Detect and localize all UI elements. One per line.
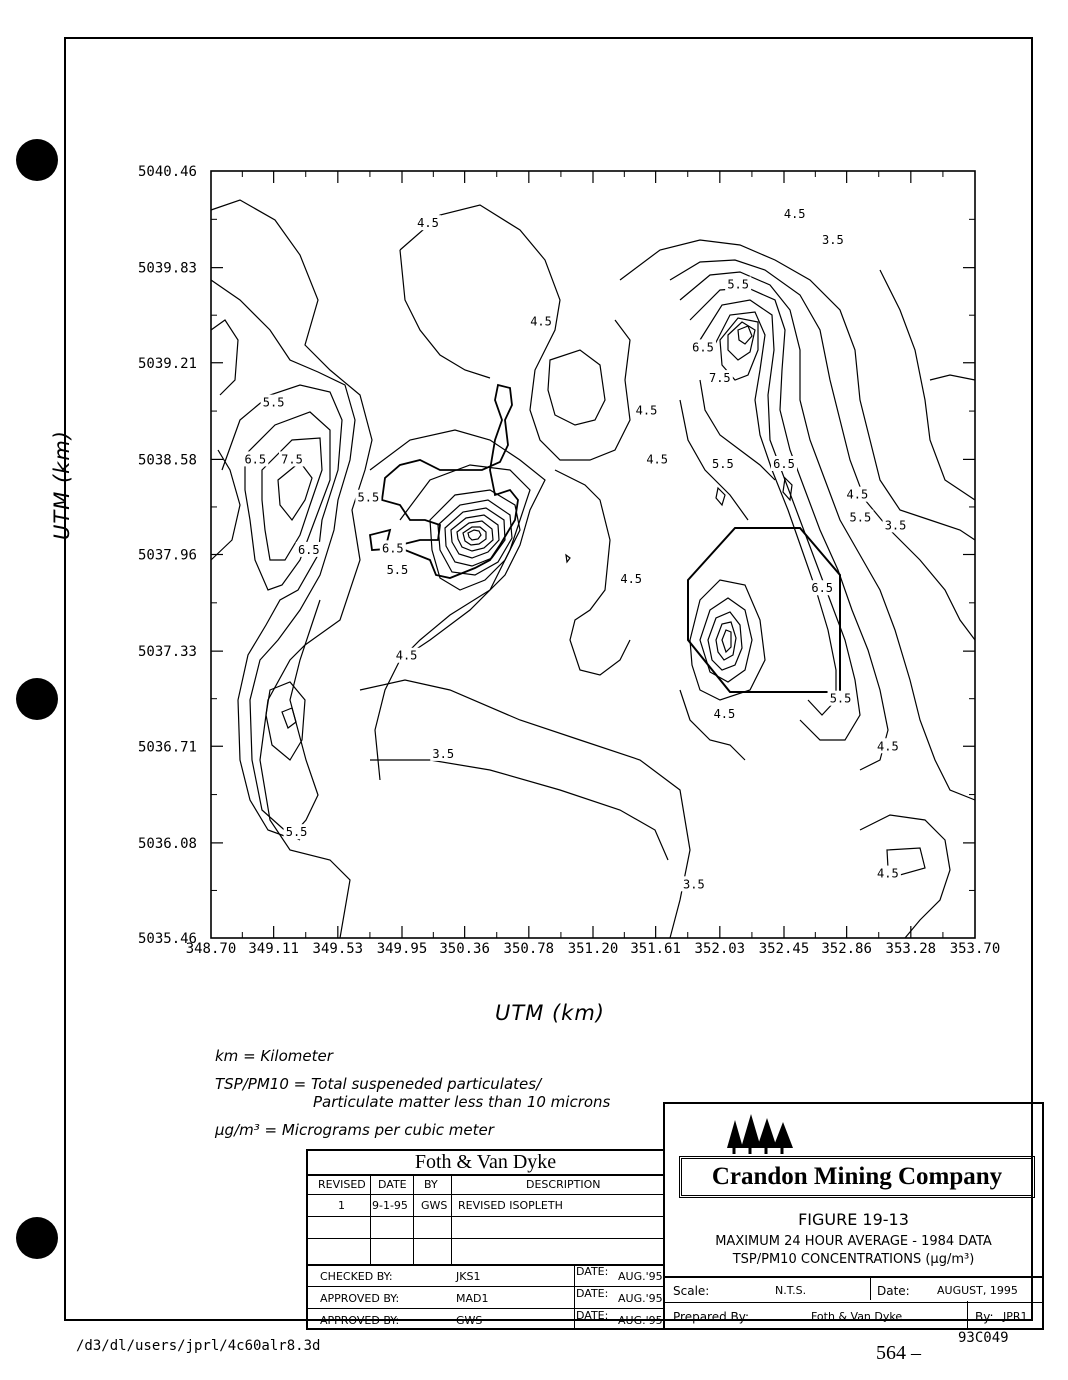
approved-date-label-2: DATE: (576, 1309, 609, 1322)
contour-line (566, 555, 570, 562)
by-label: By: (975, 1310, 994, 1324)
contour-line (370, 430, 545, 780)
y-tick-label: 5038.58 (137, 452, 197, 469)
y-tick-label: 5035.46 (137, 931, 197, 947)
contour-line (738, 326, 752, 344)
contour-label: 5.5 (727, 277, 750, 292)
x-tick-label: 348.70 (185, 941, 237, 957)
contour-line (370, 760, 668, 860)
x-tick-label: 352.03 (694, 941, 746, 957)
x-tick-label: 349.95 (376, 941, 428, 957)
revision-cell: REVISED ISOPLETH (458, 1199, 563, 1212)
file-path: /d3/dl/users/jprl/4c60alr8.3d (76, 1338, 321, 1354)
checked-date-label: DATE: (576, 1265, 609, 1278)
note-tsp-1: TSP/PM10 = Total suspeneded particulates/ (215, 1075, 542, 1093)
contour-line (360, 680, 690, 938)
scale-label: Scale: (673, 1284, 710, 1298)
approved-date-label-1: DATE: (576, 1287, 609, 1300)
revision-header: DATE (378, 1178, 407, 1191)
contour-label: 4.5 (846, 487, 869, 502)
signoff-rows (308, 1264, 663, 1330)
checked-by-value: JKS1 (456, 1270, 481, 1283)
contour-label: 3.5 (432, 746, 455, 761)
contour-layer (211, 200, 975, 938)
contour-line (930, 375, 975, 380)
contour-line (468, 530, 481, 540)
axis-label-layer (138, 164, 1000, 957)
contour-label: 4.5 (417, 216, 439, 231)
contour-label: 6.5 (244, 452, 267, 467)
contour-label: 5.5 (285, 825, 308, 840)
contour-label: 4.5 (620, 572, 643, 587)
x-tick-label: 352.45 (758, 941, 810, 957)
y-tick-label: 5036.71 (137, 739, 197, 756)
drawing-number: 93C049 (958, 1330, 1009, 1346)
x-axis-title: UTM (km) (495, 1001, 605, 1025)
y-tick-label: 5036.08 (137, 835, 197, 852)
x-tick-label: 352.86 (821, 941, 872, 957)
note-ugm3: µg/m³ = Micrograms per cubic meter (215, 1121, 494, 1139)
company-name-box (679, 1156, 1035, 1198)
contour-line (548, 350, 605, 425)
revision-header-row (308, 1174, 663, 1195)
contour-label: 5.5 (829, 691, 852, 706)
contour-label: 6.5 (773, 456, 795, 471)
date-label: Date: (877, 1284, 910, 1298)
y-axis-title: UTM (km) (50, 430, 74, 540)
contour-label: 5.5 (357, 490, 380, 505)
contour-label: 4.5 (646, 452, 669, 467)
scale-value: N.T.S. (775, 1284, 807, 1297)
contour-label: 4.5 (783, 206, 806, 221)
contour-label: 7.5 (281, 452, 303, 467)
contour-line (211, 450, 240, 560)
x-tick-label: 350.36 (439, 941, 490, 957)
contour-label: 5.5 (849, 510, 872, 525)
contour-label: 6.5 (692, 340, 714, 355)
title-block (663, 1102, 1044, 1330)
x-tick-label: 349.53 (312, 941, 364, 957)
x-tick-label: 351.20 (567, 941, 619, 957)
contour-label-layer (242, 206, 908, 891)
y-tick-label: 5039.21 (137, 355, 197, 372)
y-tick-label: 5039.83 (137, 260, 197, 277)
approved-date-value-2: AUG.'95 (618, 1314, 663, 1327)
contour-label: 4.5 (395, 648, 418, 663)
y-tick-label: 5037.33 (137, 644, 197, 661)
figure-title-line2: TSP/PM10 CONCENTRATIONS (µg/m³) (732, 1252, 975, 1267)
contour-label: 6.5 (811, 581, 834, 596)
checked-by-label: CHECKED BY: (320, 1270, 393, 1283)
contour-line (680, 690, 745, 760)
x-tick-label: 349.11 (248, 941, 299, 957)
contour-line (716, 488, 725, 505)
contour-line (880, 270, 975, 500)
contour-label: 4.5 (877, 739, 899, 754)
contour-line (457, 521, 493, 551)
revision-header: BY (424, 1178, 438, 1191)
contour-line (211, 320, 238, 395)
approved-by-label-1: APPROVED BY: (320, 1292, 400, 1305)
figure-number: FIGURE 19-13 (798, 1210, 909, 1229)
contour-line (282, 708, 296, 728)
contour-label: 6.5 (381, 541, 404, 556)
tree-logo (717, 1108, 807, 1154)
figure-title-line1: MAXIMUM 24 HOUR AVERAGE - 1984 DATA (715, 1234, 992, 1249)
revision-header: REVISED (318, 1178, 366, 1191)
date-value: AUGUST, 1995 (937, 1284, 1018, 1297)
contour-line (722, 630, 731, 652)
approved-date-value-1: AUG.'95 (618, 1292, 663, 1305)
contour-line (716, 622, 736, 660)
contour-label: 7.5 (708, 371, 731, 386)
contour-label: 5.5 (262, 395, 285, 410)
contour-line (278, 462, 312, 520)
contour-label: 4.5 (635, 403, 658, 418)
contour-label: 6.5 (297, 542, 320, 557)
contour-label: 5.5 (386, 562, 409, 577)
checked-date-value: AUG.'95 (618, 1270, 663, 1283)
prepared-label: Prepared By: (673, 1310, 750, 1324)
x-tick-label: 353.28 (885, 941, 937, 957)
by-value: JPR1 (1003, 1310, 1028, 1323)
x-tick-label: 351.61 (630, 941, 681, 957)
contour-label: 4.5 (877, 866, 899, 881)
contour-label: 3.5 (884, 518, 907, 533)
y-tick-label: 5037.96 (137, 547, 197, 564)
prepared-value: Foth & Van Dyke (811, 1310, 903, 1323)
approved-by-label-2: APPROVED BY: (320, 1314, 400, 1327)
contour-label: 3.5 (822, 233, 844, 248)
y-tick-label: 5040.46 (137, 164, 197, 180)
contour-label: 3.5 (683, 877, 705, 892)
note-tsp-2: Particulate matter less than 10 microns (313, 1093, 611, 1111)
company-name: Crandon Mining Company (711, 1163, 1003, 1190)
revision-cell: 1 (338, 1199, 345, 1212)
revision-block (306, 1149, 665, 1330)
approved-by-value-1: MAD1 (456, 1292, 489, 1305)
contour-line (400, 205, 630, 460)
contour-line (620, 240, 975, 540)
contour-label: 5.5 (712, 456, 734, 471)
contour-line (708, 612, 742, 670)
contour-line (400, 250, 490, 378)
page-number: 564 – (876, 1342, 921, 1364)
contour-label: 4.5 (713, 707, 736, 722)
contour-line (400, 465, 530, 660)
revision-cell: 9-1-95 (372, 1199, 408, 1212)
revision-header: DESCRIPTION (526, 1178, 601, 1191)
contour-line (783, 478, 792, 500)
revision-row (308, 1194, 663, 1217)
revision-firm: Foth & Van Dyke (308, 1151, 663, 1176)
approved-by-value-2: GWS (456, 1314, 483, 1327)
contour-line (860, 815, 950, 938)
x-tick-label: 350.78 (503, 941, 555, 957)
contour-label: 4.5 (530, 314, 552, 329)
x-tick-label: 353.70 (949, 941, 1001, 957)
revision-cell: GWS (421, 1199, 448, 1212)
note-km: km = Kilometer (215, 1047, 333, 1065)
